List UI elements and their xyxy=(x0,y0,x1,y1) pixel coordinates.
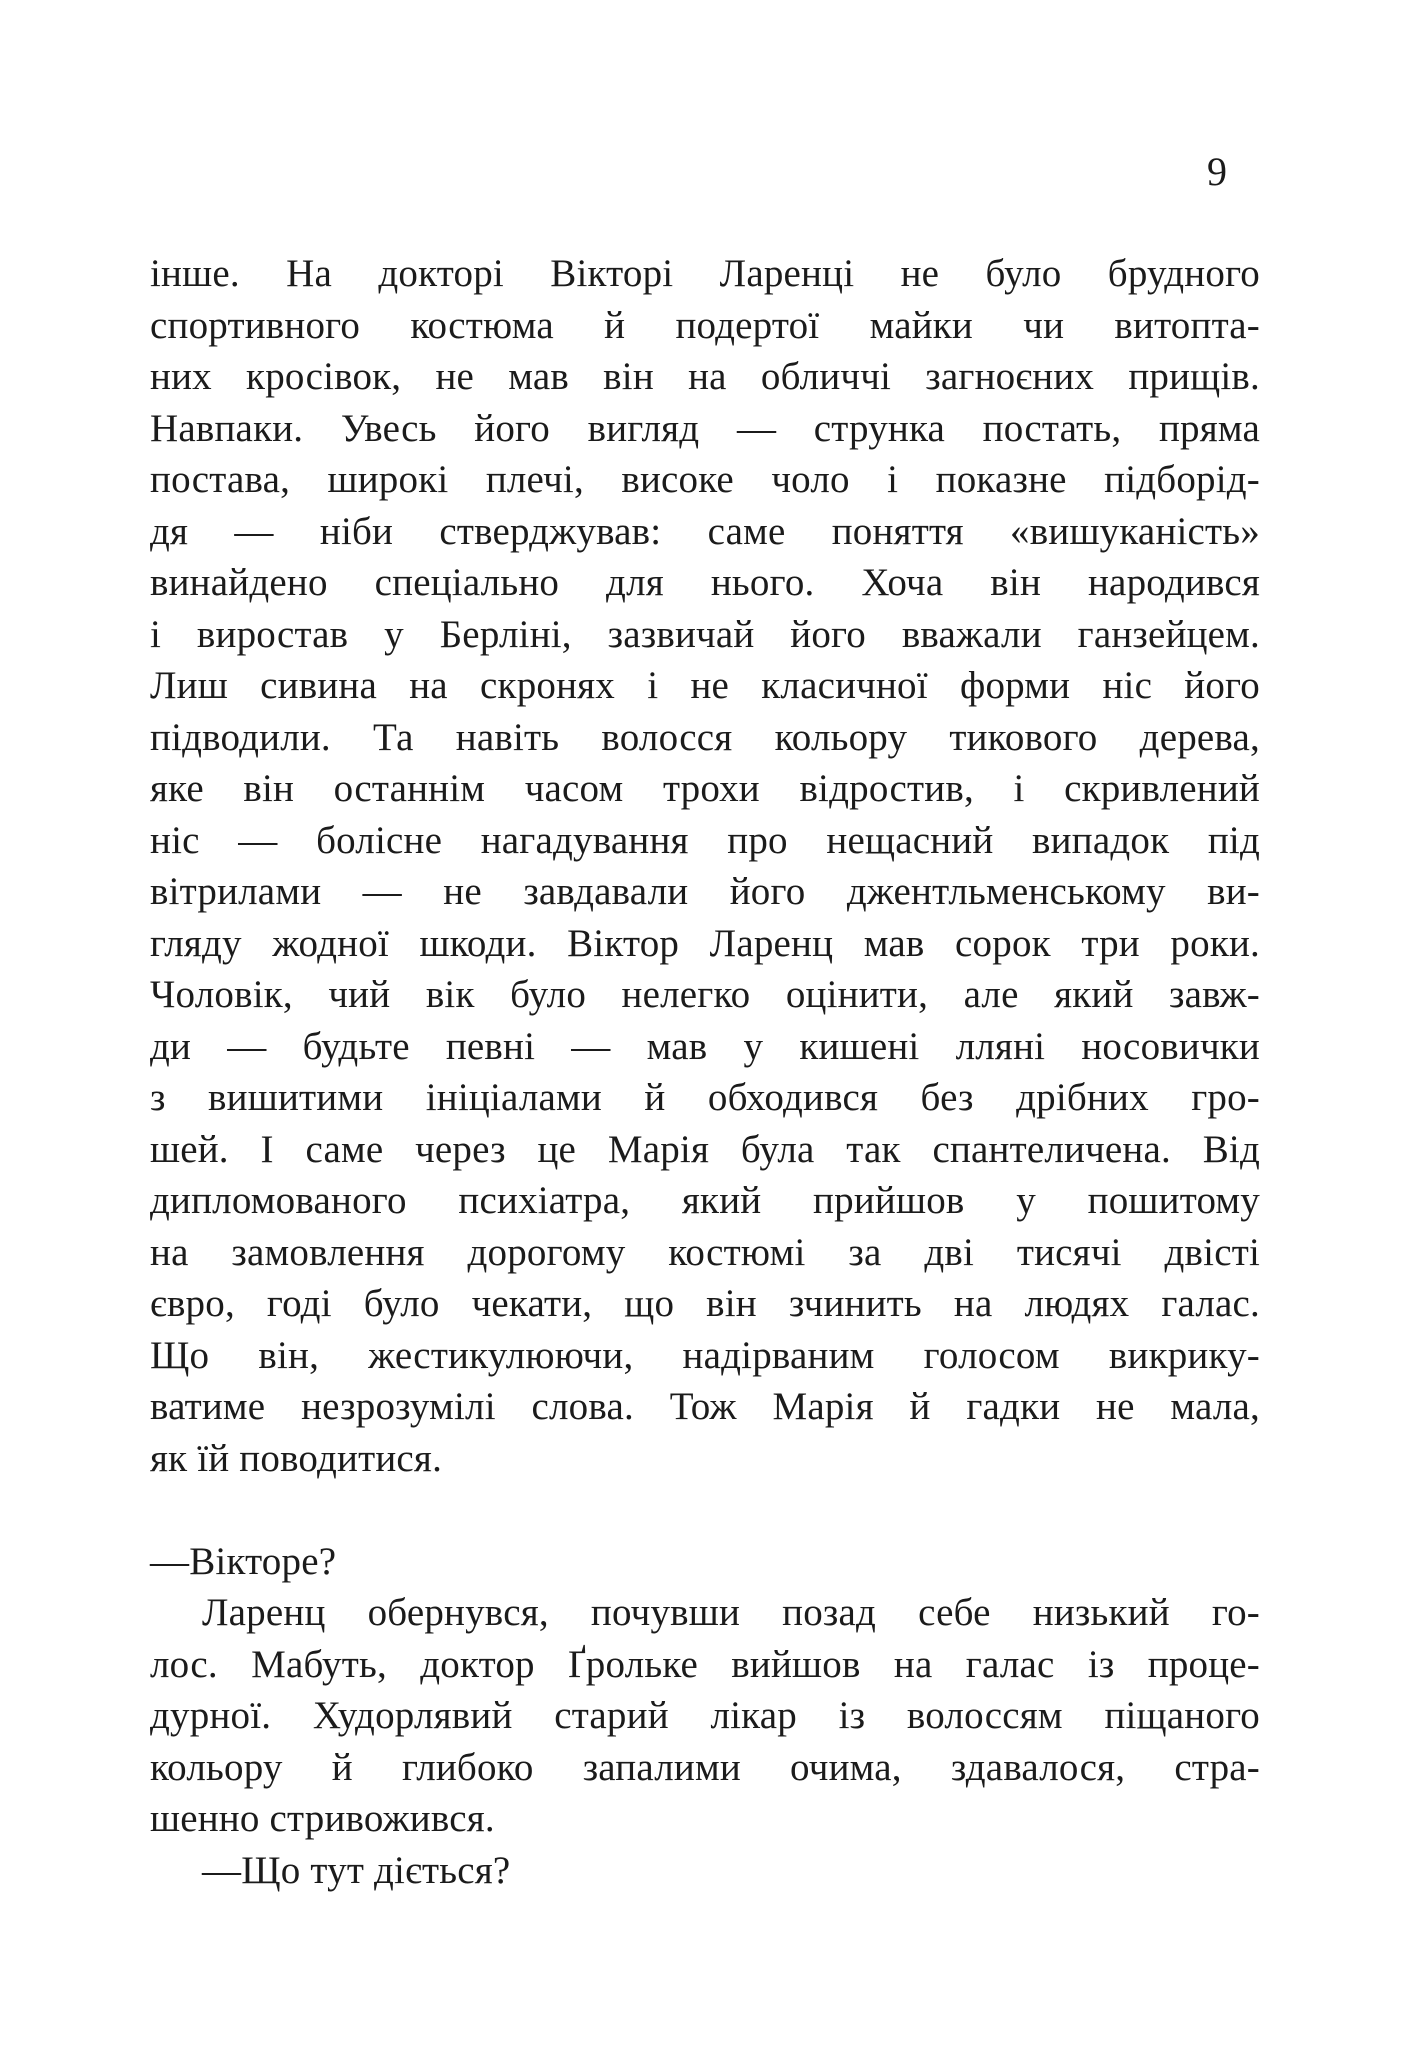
text-line: кольору й глибоко запалими очима, здавалося, стра- xyxy=(150,1745,1260,1789)
text-line: спортивного костюма й подертої майки чи витопта- xyxy=(150,303,1260,347)
text-line: і виростав у Берліні, зазвичай його вважали ганзейцем. xyxy=(150,612,1260,656)
text-line: шей. І саме через це Марія була так спантеличена. Від xyxy=(150,1127,1260,1171)
text-line: постава, широкі плечі, високе чоло і показне підборід- xyxy=(150,458,1260,501)
text-line: яке він останнім часом трохи відростив, і скривлений xyxy=(150,767,1260,810)
text-line: вітрилами — не завдавали його джентльменському ви- xyxy=(150,870,1260,913)
text-line: лос. Мабуть, доктор Ґрольке вийшов на галас із проце- xyxy=(150,1642,1260,1686)
text-line: Чоловік, чий вік було нелегко оцінити, але який завж- xyxy=(150,973,1260,1016)
text-line: підводили. Та навіть волосся кольору тикового дерева, xyxy=(150,715,1260,759)
text-line: дурної. Худорлявий старий лікар із волоссям піщаного xyxy=(150,1694,1260,1737)
text-line: дипломованого психіатра, який прийшов у пошитому xyxy=(150,1179,1260,1222)
text-line: ватиме незрозумілі слова. Тож Марія й гадки не мала, xyxy=(150,1385,1260,1428)
text-line: Що він, жестикулюючи, надірваним голосом викрику- xyxy=(150,1333,1260,1377)
text-line: дя — ніби стверджував: саме поняття «вишуканість» xyxy=(150,509,1260,553)
text-line: інше. На докторі Вікторі Ларенці не було брудного xyxy=(150,252,1260,295)
blank-line xyxy=(150,1484,1260,1536)
text-line: на замовлення дорогому костюмі за дві тисячі двісті xyxy=(150,1230,1260,1274)
text-line: як їй поводитися. xyxy=(150,1436,443,1480)
text-line: з вишитими ініціалами й обходився без дрібних гро- xyxy=(150,1076,1260,1119)
text-line: євро, годі було чекати, що він зчинить на людях галас. xyxy=(150,1282,1260,1325)
text-line: Лиш сивина на скронях і не класичної форми ніс його xyxy=(150,664,1260,707)
text-line: ди — будьте певні — мав у кишені лляні носовички xyxy=(150,1024,1260,1068)
text-line: Ларенц обернувся, почувши позад себе низький го- xyxy=(202,1591,1260,1634)
text-line: ніс — болісне нагадування про нещасний випадок під xyxy=(150,818,1260,862)
page-text xyxy=(150,248,1260,1896)
text-line: шенно стривожився. xyxy=(150,1797,495,1840)
text-line: Навпаки. Увесь його вигляд — струнка постать, пряма xyxy=(150,406,1260,450)
page-number: 9 xyxy=(1207,149,1227,194)
text-line: них кросівок, не мав він на обличчі загноєних прищів. xyxy=(150,355,1260,398)
text-line: —Вікторе? xyxy=(150,1539,337,1583)
text-line: —Що тут діється? xyxy=(202,1848,511,1892)
text-line: гляду жодної шкоди. Віктор Ларенц мав сорок три роки. xyxy=(150,921,1260,965)
text-line: винайдено спеціально для нього. Хоча він народився xyxy=(150,561,1260,604)
